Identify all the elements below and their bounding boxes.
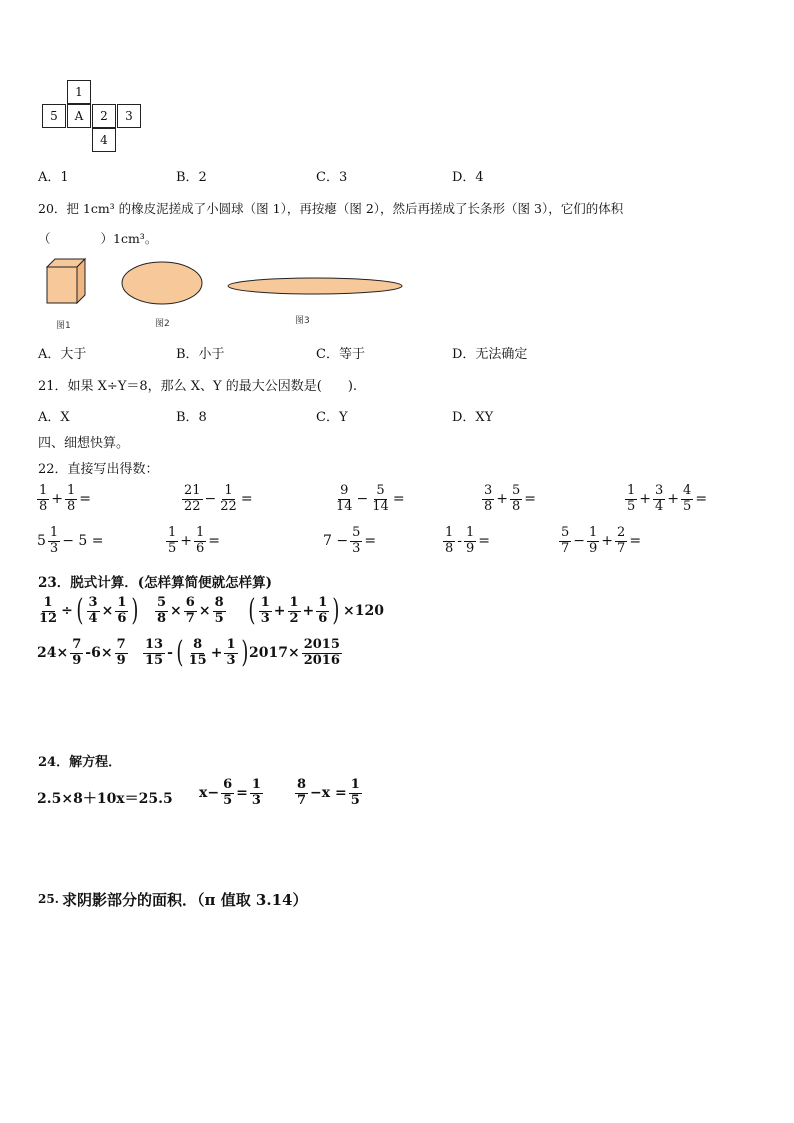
operator: +: [496, 491, 509, 508]
fraction: [316, 596, 329, 627]
numerator: 21: [184, 483, 201, 498]
option-b[interactable]: B．2: [176, 170, 207, 185]
denominator: 14: [372, 498, 389, 514]
calc-expression: [322, 526, 377, 557]
denominator: 3: [352, 540, 361, 556]
parenthesis: (: [76, 593, 84, 629]
operator: −x =: [310, 785, 347, 802]
operator: ×120: [343, 603, 385, 620]
operator: −: [573, 533, 586, 550]
calc-expression: [36, 638, 129, 669]
operator: -: [457, 533, 463, 550]
net-cell: 2: [92, 104, 116, 128]
option-d[interactable]: D．XY: [452, 410, 494, 425]
figure-label: 图1: [56, 321, 71, 331]
operator: 24×: [37, 645, 69, 662]
operator: =: [524, 491, 537, 508]
numerator: 1: [289, 595, 299, 610]
operator: ×: [101, 603, 114, 620]
fraction: [615, 526, 627, 557]
option-a[interactable]: A．X: [38, 410, 70, 425]
option-c[interactable]: C．3: [316, 170, 348, 185]
numerator: 1: [318, 595, 328, 610]
numerator: 13: [145, 637, 164, 652]
fraction: [370, 484, 391, 515]
denominator: 9: [466, 540, 475, 556]
fraction: [218, 484, 239, 515]
denominator: 22: [184, 498, 201, 514]
operator: +: [51, 491, 64, 508]
fraction: [625, 484, 637, 515]
denominator: 15: [145, 652, 164, 668]
numerator: 1: [224, 483, 233, 498]
numerator: 1: [168, 525, 177, 540]
question-25-number: 25.: [38, 892, 59, 906]
operator: 5: [37, 533, 46, 550]
numerator: 9: [340, 483, 349, 498]
fraction: [37, 484, 49, 515]
operator: -: [167, 645, 173, 662]
net-cell: 3: [117, 104, 141, 128]
fraction: [87, 596, 100, 627]
question-20-stem: 20．把 1cm³ 的橡皮泥搓成了小圆球（图 1），再按瘪（图 2），然后再搓成了长条形（图 3），它们的体积: [38, 201, 624, 216]
fraction: [221, 778, 234, 809]
calc-expression: [154, 596, 227, 627]
operator: =: [79, 491, 92, 508]
denominator: 6: [318, 610, 328, 626]
calc-expression: [142, 635, 250, 671]
denominator: 3: [251, 792, 261, 808]
calc-expression: [165, 526, 221, 557]
denominator: 3: [226, 652, 236, 668]
operator: =: [629, 533, 642, 550]
option-a[interactable]: A．大于: [38, 347, 87, 362]
numerator: 7: [116, 637, 126, 652]
equation: [36, 780, 174, 816]
net-cell: 1: [67, 80, 91, 104]
operator: x−: [199, 785, 220, 802]
fraction: [302, 638, 342, 669]
operator: =: [240, 491, 253, 508]
operator: =: [236, 785, 248, 802]
fraction: [182, 484, 203, 515]
flattened-ball-figure: [122, 262, 202, 304]
parenthesis: ): [332, 593, 340, 629]
section-heading: 四、细想快算。: [38, 436, 130, 451]
operator: =: [208, 533, 221, 550]
option-c[interactable]: C．Y: [316, 410, 348, 425]
operator: +: [639, 491, 652, 508]
denominator: 12: [39, 610, 58, 626]
denominator: 5: [627, 498, 636, 514]
parenthesis: ): [131, 593, 139, 629]
calc-expression: [481, 484, 537, 515]
fraction: [48, 526, 60, 557]
numerator: 5: [376, 483, 385, 498]
calc-expression: [246, 593, 385, 629]
calc-expression: [248, 638, 343, 669]
denominator: 5: [223, 792, 233, 808]
numerator: 6: [223, 777, 233, 792]
calc-expression: [333, 484, 406, 515]
net-cell: 4: [92, 128, 116, 152]
equation: [198, 778, 264, 809]
operator: -6×: [85, 645, 113, 662]
fraction: [334, 484, 355, 515]
numerator: 8: [214, 595, 224, 610]
figure-label: 图3: [295, 316, 310, 326]
denominator: 3: [49, 540, 59, 556]
denominator: 9: [72, 652, 82, 668]
operator: 2017×: [249, 645, 300, 662]
option-a[interactable]: A．1: [38, 170, 69, 185]
fraction: [681, 484, 693, 515]
numerator: 5: [512, 483, 521, 498]
numerator: 3: [655, 483, 664, 498]
fraction: [70, 638, 83, 669]
fraction: [224, 638, 237, 669]
operator: +: [210, 645, 223, 662]
operator: =: [392, 491, 405, 508]
numerator: 8: [193, 637, 203, 652]
option-c[interactable]: C．等于: [316, 347, 365, 362]
denominator: 9: [589, 540, 598, 556]
calc-expression: [36, 593, 141, 629]
denominator: 2016: [303, 652, 340, 668]
operator: ×: [170, 603, 182, 620]
fraction: [37, 596, 59, 627]
numerator: 1: [67, 483, 76, 498]
calc-expression: [558, 526, 642, 557]
operator: +: [302, 603, 315, 620]
denominator: 8: [512, 498, 521, 514]
equation: [294, 778, 363, 809]
option-d[interactable]: D．4: [452, 170, 484, 185]
fraction: [155, 596, 168, 627]
fraction: [259, 596, 272, 627]
denominator: 14: [336, 498, 353, 514]
fraction: [288, 596, 301, 627]
denominator: 7: [561, 540, 570, 556]
parenthesis: ): [240, 635, 248, 671]
option-d[interactable]: D．无法确定: [452, 347, 528, 362]
clay-figures: [38, 255, 418, 315]
fraction: [65, 484, 77, 515]
operator: +: [180, 533, 193, 550]
numerator: 1: [445, 525, 454, 540]
numerator: 1: [350, 777, 360, 792]
fraction: [115, 638, 128, 669]
calc-expression: [36, 526, 104, 557]
operator: 2.5×8＋10x＝25.5: [37, 791, 173, 807]
numerator: 5: [352, 525, 361, 540]
numerator: 2: [617, 525, 626, 540]
figure-label: 图2: [155, 319, 170, 329]
denominator: 7: [617, 540, 626, 556]
denominator: 5: [168, 540, 177, 556]
numerator: 6: [185, 595, 195, 610]
numerator: 8: [297, 777, 307, 792]
operator: =: [695, 491, 708, 508]
fraction: [510, 484, 522, 515]
fraction: [464, 526, 476, 557]
fraction: [194, 526, 206, 557]
operator: =: [364, 533, 377, 550]
numerator: 4: [683, 483, 692, 498]
calc-expression: [36, 484, 92, 515]
question-21-stem: 21．如果 X÷Y＝8，那么 X、Y 的最大公因数是( ).: [38, 379, 358, 394]
denominator: 5: [214, 610, 224, 626]
denominator: 4: [655, 498, 664, 514]
fraction: [350, 526, 362, 557]
fraction: [187, 638, 209, 669]
question-25-stem: 求阴影部分的面积．（π 值取 3.14）: [62, 891, 308, 909]
parenthesis: (: [248, 593, 256, 629]
denominator: 8: [67, 498, 76, 514]
operator: 7 −: [323, 533, 349, 550]
denominator: 22: [220, 498, 237, 514]
numerator: 1: [226, 637, 236, 652]
numerator: 1: [49, 525, 59, 540]
fraction: [213, 596, 226, 627]
denominator: 15: [188, 652, 207, 668]
fraction: [295, 778, 308, 809]
denominator: 9: [116, 652, 126, 668]
operator: ×: [198, 603, 211, 620]
numerator: 1: [117, 595, 127, 610]
denominator: 2: [289, 610, 299, 626]
operator: − 5 =: [62, 533, 104, 550]
numerator: 1: [39, 483, 48, 498]
operator: +: [273, 603, 286, 620]
operator: +: [601, 533, 614, 550]
numerator: 1: [260, 595, 270, 610]
numerator: 3: [88, 595, 98, 610]
numerator: 1: [466, 525, 475, 540]
option-b[interactable]: B．8: [176, 410, 207, 425]
calc-expression: [624, 484, 708, 515]
denominator: 5: [683, 498, 692, 514]
numerator: 1: [251, 777, 261, 792]
denominator: 6: [196, 540, 205, 556]
fraction: [115, 596, 128, 627]
option-b[interactable]: B．小于: [176, 347, 225, 362]
operator: −: [204, 491, 217, 508]
calc-expression: [442, 526, 491, 557]
fraction: [349, 778, 362, 809]
denominator: 5: [350, 792, 360, 808]
denominator: 3: [260, 610, 270, 626]
numerator: 5: [561, 525, 570, 540]
fraction: [443, 526, 455, 557]
numerator: 2015: [303, 637, 340, 652]
denominator: 7: [297, 792, 307, 808]
question-22-stem: 22．直接写出得数：: [38, 462, 159, 477]
cube-figure: [47, 259, 85, 303]
operator: −: [356, 491, 369, 508]
question-20-stem-cont: （ ）1cm³。: [38, 231, 158, 246]
denominator: 8: [484, 498, 493, 514]
long-strip-figure: [228, 278, 402, 294]
operator: ÷: [61, 603, 73, 620]
fraction: [250, 778, 263, 809]
net-cell: 5: [42, 104, 66, 128]
net-cell: A: [67, 104, 91, 128]
fraction: [653, 484, 665, 515]
parenthesis: (: [176, 635, 184, 671]
operator: +: [667, 491, 680, 508]
numerator: 1: [589, 525, 598, 540]
fraction: [587, 526, 599, 557]
fraction: [143, 638, 165, 669]
fraction: [482, 484, 494, 515]
denominator: 4: [88, 610, 98, 626]
operator: =: [478, 533, 491, 550]
denominator: 8: [445, 540, 454, 556]
numerator: 7: [72, 637, 82, 652]
numerator: 3: [484, 483, 493, 498]
numerator: 1: [196, 525, 205, 540]
question-23-stem: 23．脱式计算．(怎样算简便就怎样算): [38, 575, 273, 591]
question-24-stem: 24．解方程．: [38, 755, 122, 770]
denominator: 6: [117, 610, 127, 626]
fraction: [166, 526, 178, 557]
numerator: 1: [627, 483, 636, 498]
denominator: 8: [39, 498, 48, 514]
calc-expression: [181, 484, 254, 515]
numerator: 5: [157, 595, 167, 610]
fraction: [184, 596, 197, 627]
denominator: 7: [185, 610, 195, 626]
numerator: 1: [43, 595, 53, 610]
fraction: [559, 526, 571, 557]
denominator: 8: [157, 610, 167, 626]
